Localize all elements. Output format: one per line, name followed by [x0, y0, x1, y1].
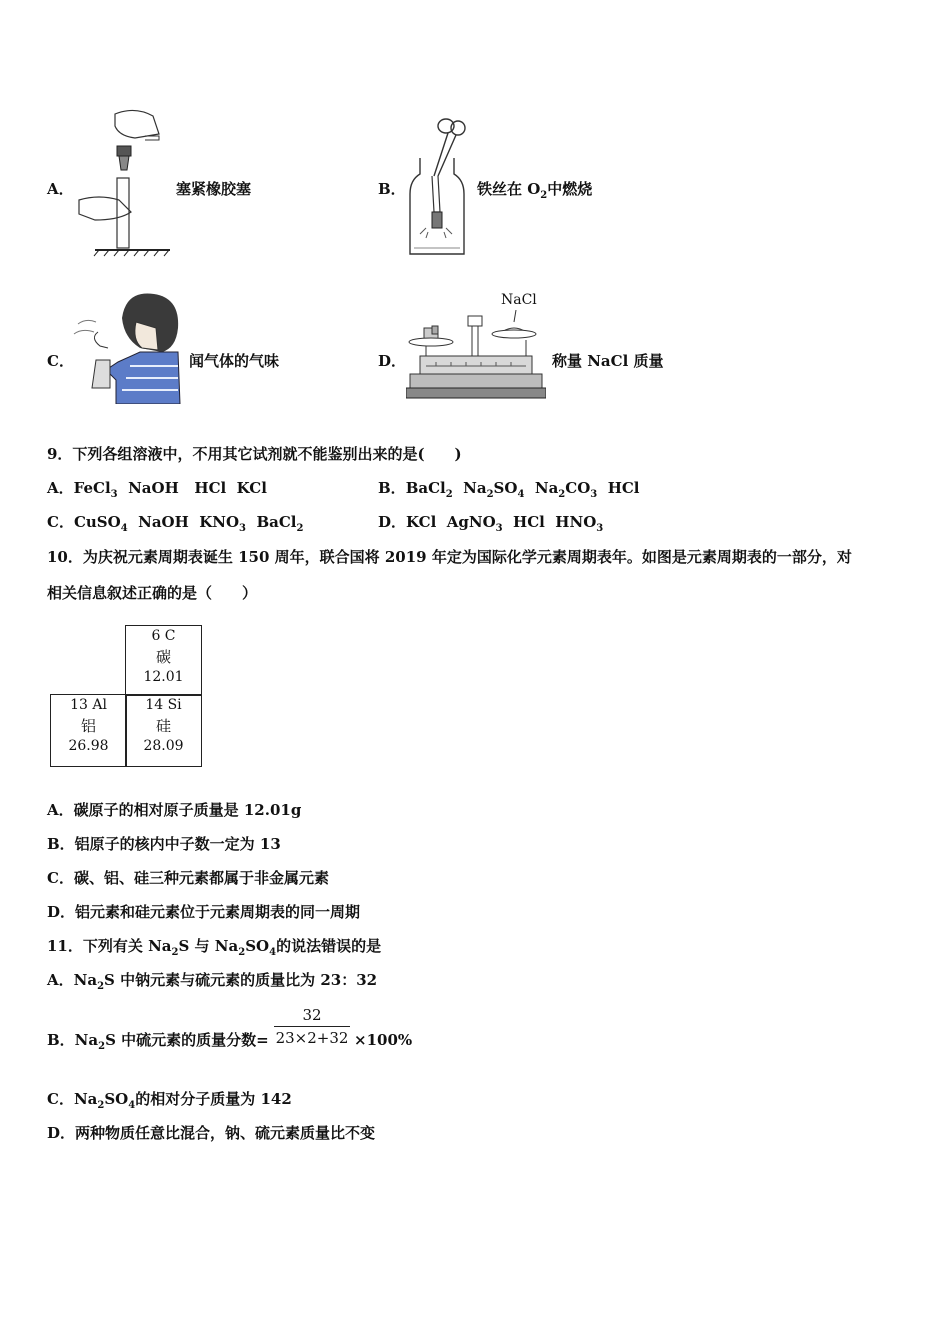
element-cell-aluminum: 13 Al 铝 26.98 — [50, 694, 127, 767]
periodic-table-fragment — [50, 625, 202, 767]
q9-option-a: A．FeCl$_3$ NaOH HCl KCl — [47, 479, 267, 500]
fraction-numerator: 32 — [302, 1006, 322, 1024]
nacl-figure-label: NaCl — [501, 292, 537, 308]
fraction-suffix: ×100% — [354, 1031, 413, 1049]
q10-stem-line1: 10．为庆祝元素周期表诞生 150 周年，联合国将 2019 年定为国际化学元素周期表年。如图是元素周期表的一部分，对 — [47, 548, 852, 566]
q10-option-c: C．碳、铝、硅三种元素都属于非金属元素 — [47, 869, 329, 887]
fraction-denominator: 23×2+32 — [275, 1029, 349, 1047]
option-d-caption: 称量 NaCl 质量 — [552, 352, 664, 370]
balance-scale-figure — [406, 310, 546, 404]
q11-option-a: A．$Na_2S$ 中钠元素与硫元素的质量比为 23：32 — [47, 971, 378, 992]
iron-wire-burning-figure — [406, 116, 470, 260]
option-c-caption: 闻气体的气味 — [189, 352, 280, 370]
q9-option-b: B．BaCl$_2$ $Na_2SO_4$ $Na_2CO_3$ HCl — [378, 479, 640, 500]
test-tube-stopper-figure — [75, 108, 175, 260]
q9-option-c: C．CuSO$_4$ NaOH $KNO_3$ BaCl$_2$ — [47, 513, 304, 534]
q9-option-d: D．KCl AgNO$_3$ HCl $HNO_3$ — [378, 513, 604, 534]
option-c-label: C． — [47, 352, 74, 370]
option-b-caption: 铁丝在 $O_2$中燃烧 — [477, 180, 593, 201]
q10-option-a: A．碳原子的相对原子质量是 12.01g — [47, 801, 302, 819]
q11-option-d: D．两种物质任意比混合，钠、硫元素质量比不变 — [47, 1124, 376, 1142]
q11-option-b: B．$Na_2S$ 中硫元素的质量分数= — [47, 1031, 269, 1052]
element-cell-carbon: 6 C 碳 12.01 — [125, 625, 202, 696]
q9-stem: 9．下列各组溶液中，不用其它试剂就不能鉴别出来的是( ) — [47, 445, 462, 463]
element-cell-silicon: 14 Si 硅 28.09 — [125, 694, 202, 767]
option-d-label: D． — [378, 352, 407, 370]
q10-option-b: B．铝原子的核内中子数一定为 13 — [47, 835, 281, 853]
q11-option-c: C．$Na_2SO_4$的相对分子质量为 142 — [47, 1090, 292, 1111]
q10-option-d: D．铝元素和硅元素位于元素周期表的同一周期 — [47, 903, 361, 921]
option-a-caption: 塞紧橡胶塞 — [176, 180, 252, 198]
option-a-label: A． — [47, 180, 74, 198]
option-b-label: B． — [378, 180, 406, 198]
sulfur-fraction — [272, 1006, 352, 1047]
q11-stem: 11．下列有关 $Na_2S$ 与 $Na_2SO_4$的说法错误的是 — [47, 937, 382, 958]
q10-stem-line2: 相关信息叙述正确的是（ ） — [47, 584, 258, 602]
smelling-gas-figure — [70, 288, 186, 404]
